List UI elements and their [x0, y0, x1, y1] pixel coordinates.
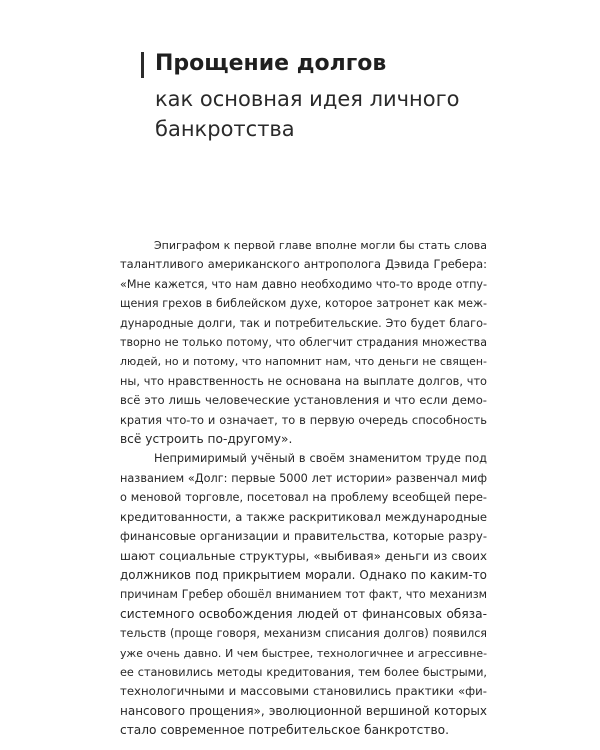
text-line: стало современное потребительское банкротство.: [120, 723, 449, 738]
text-line: Непримиримый учёный в своём знаменитом труде под: [154, 451, 487, 466]
text-line: нансового прощения», эволюционной вершиной которых: [120, 703, 487, 718]
text-line: о меновой торговле, посетовал на проблему всеобщей пере-: [120, 491, 487, 505]
body-text: [120, 236, 487, 741]
chapter-subtitle: как основная идея личного банкротства: [155, 87, 460, 141]
text-line: творно не только потому, что облегчит страдания множества: [120, 336, 487, 350]
text-line: людей, но и потому, что напомнит нам, что деньги не священ-: [120, 355, 487, 369]
paragraph-graeber: [120, 449, 487, 740]
text-line: должников под прикрытием морали. Однако по каким-то: [120, 567, 487, 582]
text-line: «Мне кажется, что нам давно необходимо что-то вроде отпу-: [120, 277, 487, 291]
text-line: дународные долги, так и потребительские. Это будет благо-: [120, 316, 487, 330]
text-line: технологичными и массовыми становились практики «фи-: [120, 684, 487, 699]
text-line: кратия что-то и означает, то в первую очередь способность: [120, 412, 487, 427]
text-line: системного освобождения людей от финансовых обяза-: [120, 606, 487, 621]
text-line: уже очень давно. И чем быстрее, технологичнее и агрессивне-: [120, 646, 487, 660]
chapter-title: Прощение долгов: [155, 51, 387, 76]
text-line: ее становились методы кредитования, тем более быстрыми,: [120, 665, 487, 679]
paragraph-epigraph: [120, 236, 487, 449]
text-line: ны, что нравственность не основана на выплате долгов, что: [120, 373, 487, 388]
text-line: щения грехов в библейском духе, которое затронет как меж-: [120, 297, 487, 311]
text-line: Эпиграфом к первой главе вполне могли бы стать слова: [154, 239, 487, 252]
text-line: всё устроить по-другому».: [120, 432, 293, 447]
text-line: названием «Долг: первые 5000 лет истории» развенчал миф: [120, 471, 487, 485]
text-line: всё это лишь человеческие установления и что если демо-: [120, 393, 487, 408]
text-line: талантливого американского антрополога Дэвида Гребера:: [120, 257, 487, 272]
text-line: финансовые организации и правительства, которые разру-: [120, 529, 487, 544]
text-line: шают социальные структуры, «выбивая» деньги из своих: [120, 548, 487, 563]
text-line: тельств (проще говоря, механизм списания долгов) появился: [120, 627, 487, 641]
heading-vertical-bar: [141, 52, 144, 78]
text-line: причинам Гребер обошёл вниманием тот факт, что механизм: [120, 588, 487, 602]
text-line: кредитованности, а также раскритиковал международные: [120, 509, 487, 524]
